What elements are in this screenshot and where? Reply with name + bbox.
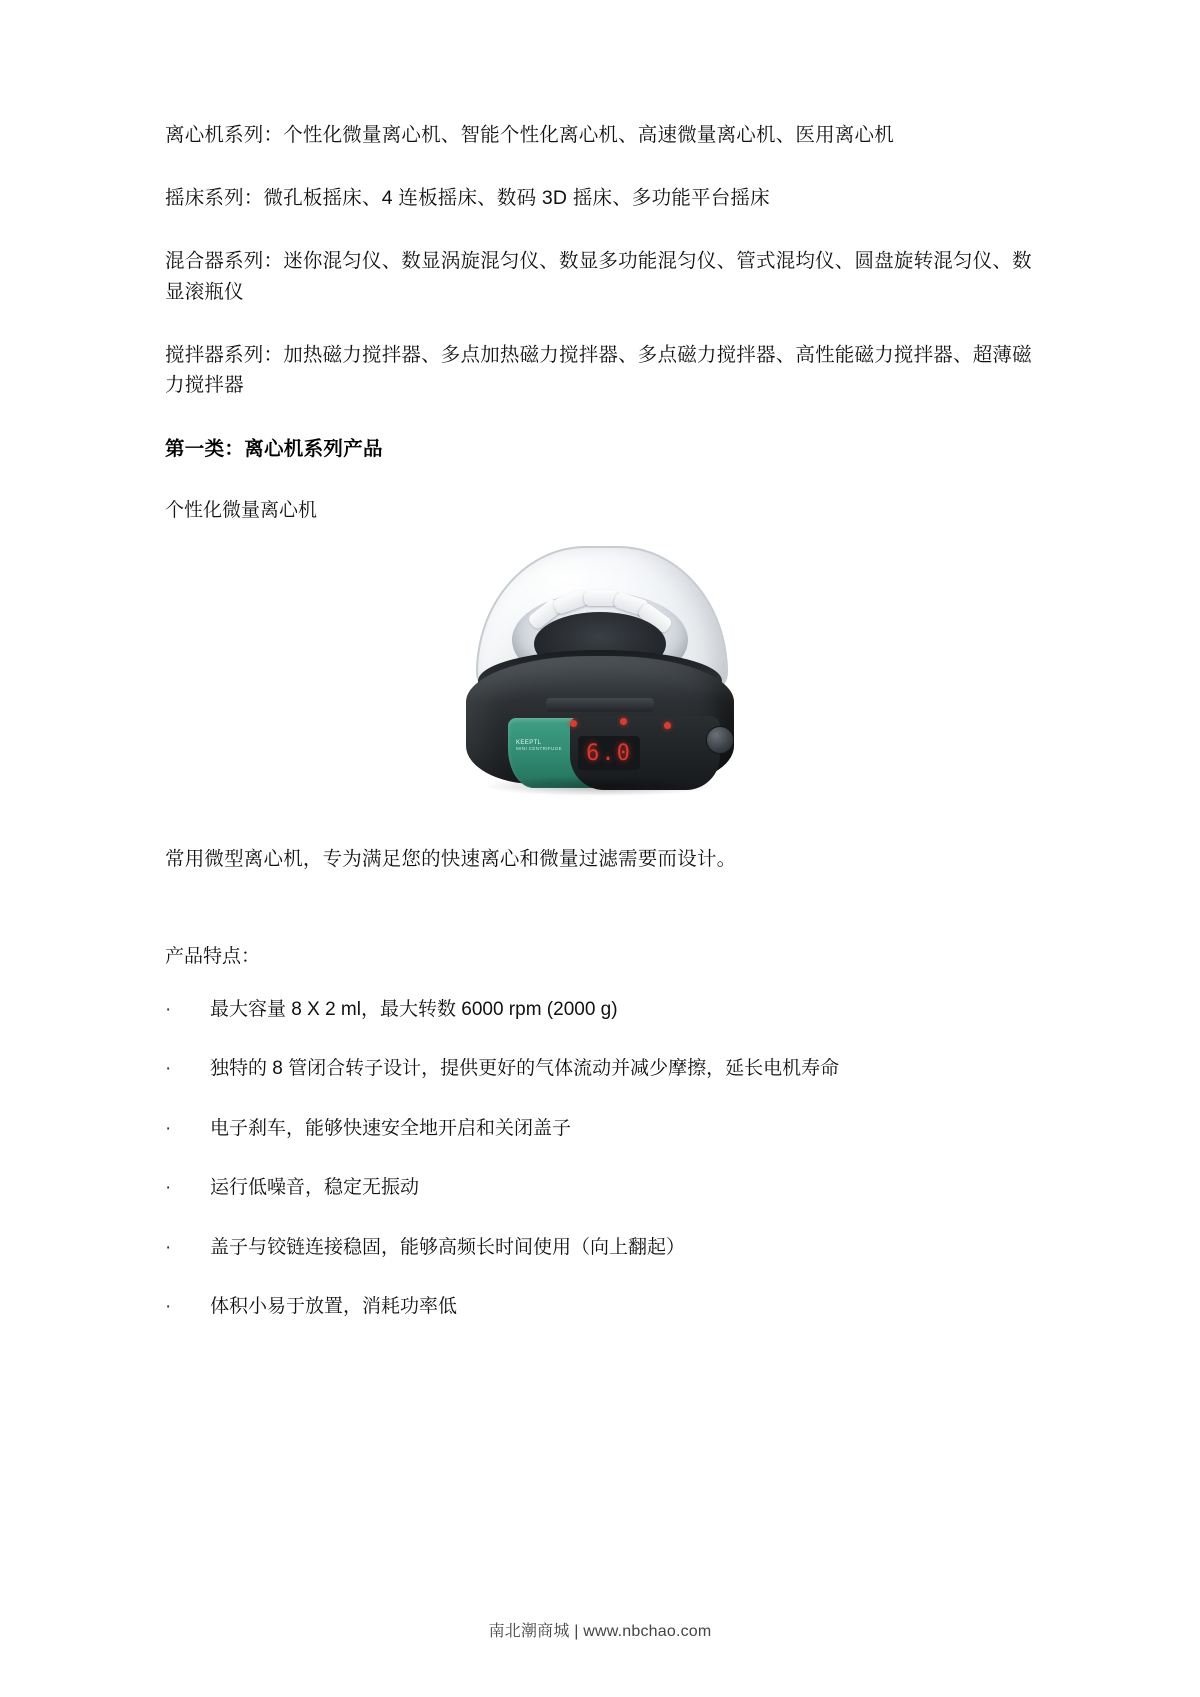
list-item-label: 盖子与铰链连接稳固，能够高频长时间使用（向上翻起） xyxy=(210,1236,686,1258)
brand-label xyxy=(516,740,562,751)
list-item-label: 电子刹车，能够快速安全地开启和关闭盖子 xyxy=(210,1117,572,1139)
drop-shadow xyxy=(486,776,714,796)
bullet-icon: · xyxy=(165,1236,172,1258)
list-item-label: 体积小易于放置，消耗功率低 xyxy=(210,1296,458,1318)
list-item-label: 运行低噪音，稳定无振动 xyxy=(210,1177,420,1199)
bullet-icon: · xyxy=(165,1117,172,1139)
features-title: 产品特点： xyxy=(165,945,261,967)
list-item-label: 独特的 8 管闭合转子设计，提供更好的气体流动并减少摩擦，延长电机寿命 xyxy=(210,1058,840,1080)
brand-subtext: MINI CENTRIFUGE xyxy=(516,746,562,752)
intro-paragraph-1: 离心机系列：个性化微量离心机、智能个性化离心机、高速微量离心机、医用离心机 xyxy=(165,124,894,146)
bullet-icon: · xyxy=(165,1177,172,1199)
hinge xyxy=(546,698,654,712)
speed-display-value: 6.0 xyxy=(586,740,632,766)
intro-paragraph-3: 混合器系列：迷你混匀仪、数显涡旋混匀仪、数显多功能混匀仪、管式混均仪、圆盘旋转混匀仪、数显滚瓶仪 xyxy=(165,250,1032,303)
product-description: 常用微型离心机，专为满足您的快速离心和微量过滤需要而设计。 xyxy=(165,848,737,871)
list-item xyxy=(165,1234,1035,1263)
list-item xyxy=(165,1293,1035,1322)
list-item-label: 最大容量 8 X 2 ml，最大转数 6000 rpm (2000 g) xyxy=(210,998,618,1020)
list-item xyxy=(165,1055,1035,1084)
brand-text: KEEPTL xyxy=(516,740,542,747)
speed-display xyxy=(578,736,640,770)
product-name: 个性化微量离心机 xyxy=(165,500,318,522)
page-footer: 南北潮商城 | www.nbchao.com xyxy=(488,1623,712,1640)
intro-paragraph-4: 搅拌器系列：加热磁力搅拌器、多点加热磁力搅拌器、多点磁力搅拌器、高性能磁力搅拌器、超薄磁力搅拌器 xyxy=(165,343,1032,397)
bullet-icon: · xyxy=(165,1296,172,1318)
list-item xyxy=(165,1174,1035,1203)
list-item xyxy=(165,1115,1035,1144)
intro-paragraph-2: 摇床系列：微孔板摇床、4 连板摇床、数码 3D 摇床、多功能平台摇床 xyxy=(165,187,770,210)
bullet-icon: · xyxy=(165,1058,172,1080)
section-title: 第一类：离心机系列产品 xyxy=(165,438,383,461)
features-list xyxy=(165,996,1035,1322)
bullet-icon: · xyxy=(165,998,172,1020)
centrifuge-illustration xyxy=(450,540,750,820)
product-image xyxy=(165,540,1035,820)
list-item xyxy=(165,996,1035,1025)
